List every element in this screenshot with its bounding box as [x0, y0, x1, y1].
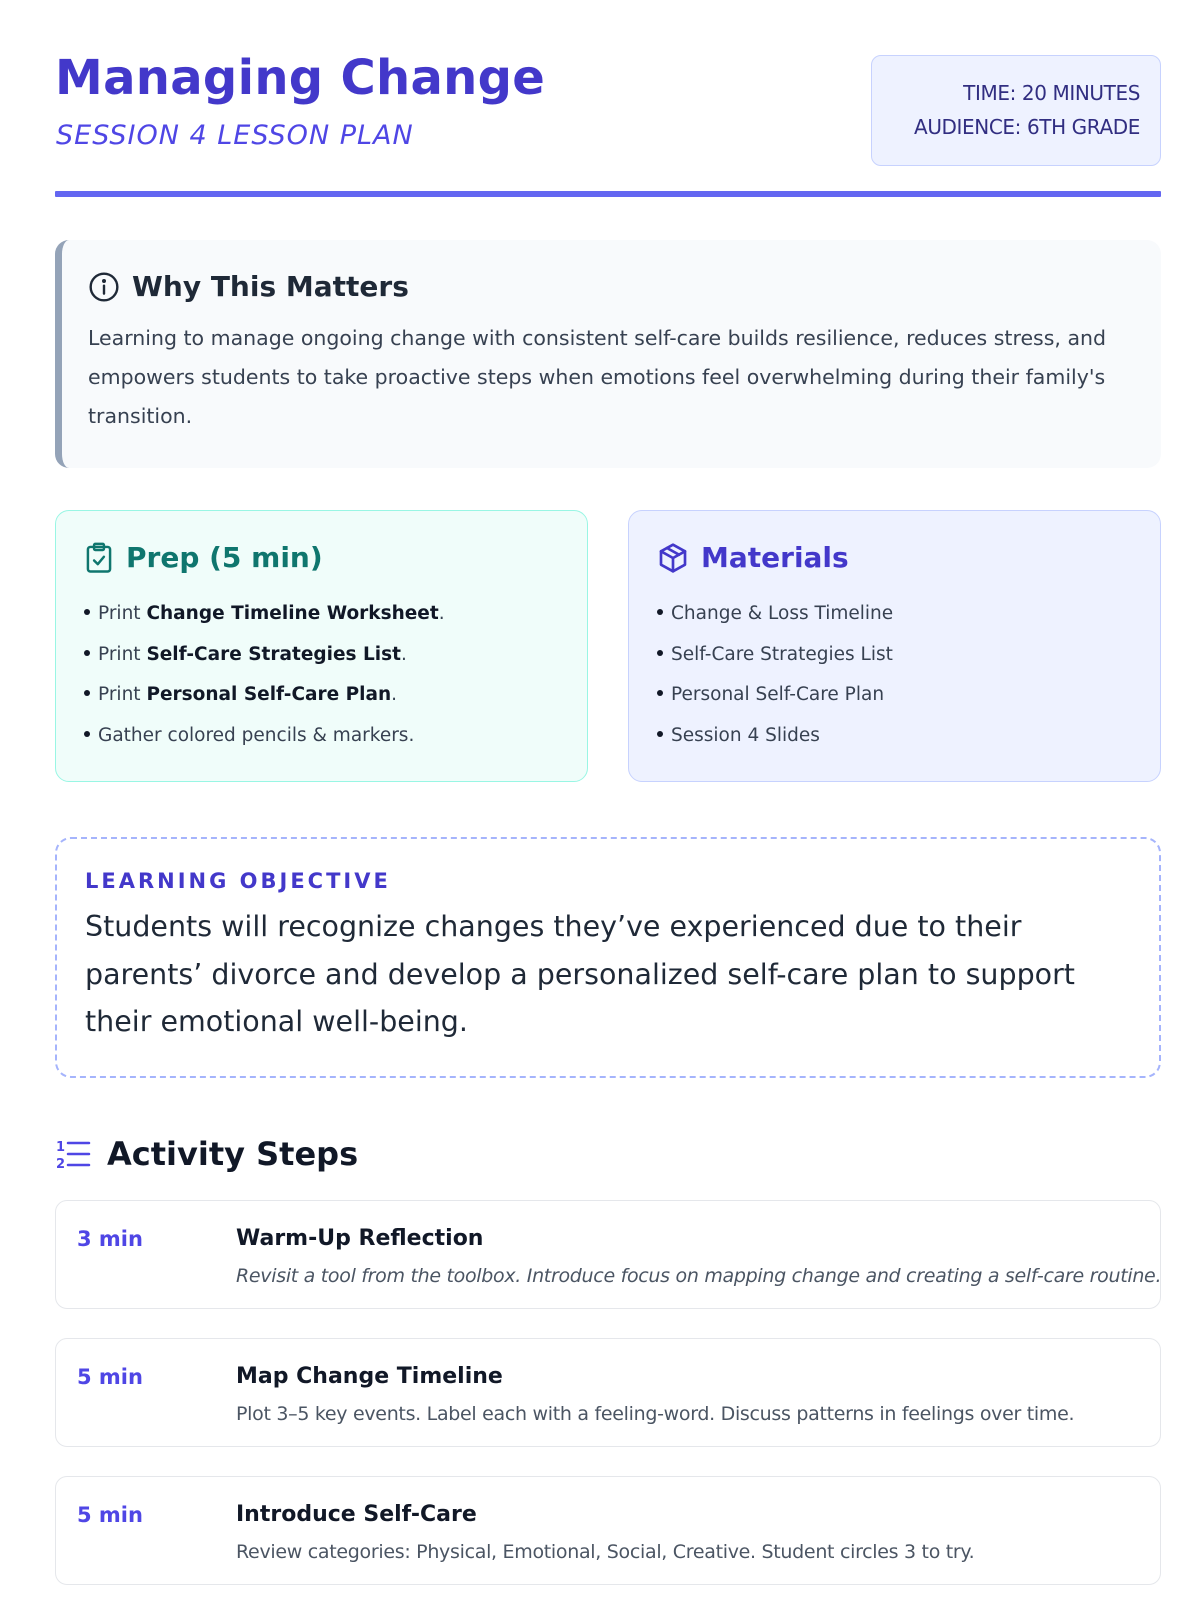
step-title: Warm-Up Reflection [236, 1226, 484, 1251]
time-label: TIME: 20 MINUTES [963, 81, 1140, 105]
step-duration: 5 min [77, 1503, 143, 1527]
page-title: Managing Change [55, 50, 546, 106]
list-item: Change & Loss Timeline [657, 594, 1132, 635]
list-item: Print Self-Care Strategies List. [84, 635, 559, 676]
step-title: Introduce Self-Care [236, 1502, 477, 1527]
materials-list [657, 594, 1132, 756]
lesson-plan-page [55, 50, 1162, 1563]
list-item: Gather colored pencils & markers. [84, 716, 559, 757]
svg-text:2: 2 [56, 1157, 66, 1171]
prep-card [55, 510, 588, 782]
why-text: Learning to manage ongoing change with consistent self-care builds resilience, reduces stress, and empowers students to take proactive steps when emotions feel overwhelming during their family's transition. [88, 326, 1107, 428]
activity-steps-header [55, 1135, 358, 1173]
numbered-list-icon [55, 1137, 91, 1171]
list-item: Self-Care Strategies List [657, 635, 1132, 676]
activity-step-card [55, 1338, 1161, 1447]
step-description: Revisit a tool from the toolbox. Introduce focus on mapping change and creating a self-care routine. [236, 1265, 1162, 1287]
clipboard-check-icon [84, 542, 114, 574]
step-duration: 5 min [77, 1365, 143, 1389]
why-this-matters-card [55, 240, 1161, 468]
page-subtitle: SESSION 4 LESSON PLAN [56, 120, 414, 151]
objective-text: Students will recognize changes they’ve experienced due to their parents’ divorce and develop a personalized self-care plan to support their emotional well-being. [85, 910, 1075, 1038]
materials-heading: Materials [701, 541, 849, 574]
step-duration: 3 min [77, 1227, 143, 1251]
step-description: Plot 3–5 key events. Label each with a feeling-word. Discuss patterns in feelings over time. [236, 1403, 1075, 1425]
package-icon [657, 542, 689, 574]
header-divider [55, 191, 1161, 197]
materials-card [628, 510, 1161, 782]
prep-list [84, 594, 559, 756]
audience-label: AUDIENCE: 6TH GRADE [914, 115, 1140, 139]
step-title: Map Change Timeline [236, 1364, 503, 1389]
svg-text:1: 1 [56, 1140, 66, 1155]
list-item: Print Personal Self-Care Plan. [84, 675, 559, 716]
step-description: Review categories: Physical, Emotional, Social, Creative. Student circles 3 to try. [236, 1541, 975, 1563]
objective-label: LEARNING OBJECTIVE [85, 869, 391, 893]
session-meta-box [871, 55, 1161, 166]
activity-step-card [55, 1476, 1161, 1585]
why-heading: Why This Matters [132, 270, 409, 303]
prep-heading: Prep (5 min) [126, 541, 323, 574]
list-item: Personal Self-Care Plan [657, 675, 1132, 716]
learning-objective-box [55, 837, 1161, 1078]
activity-step-card [55, 1200, 1161, 1309]
list-item: Session 4 Slides [657, 716, 1132, 757]
header [55, 50, 1161, 198]
list-item: Print Change Timeline Worksheet. [84, 594, 559, 635]
activity-heading: Activity Steps [107, 1135, 359, 1173]
info-icon [88, 271, 120, 303]
